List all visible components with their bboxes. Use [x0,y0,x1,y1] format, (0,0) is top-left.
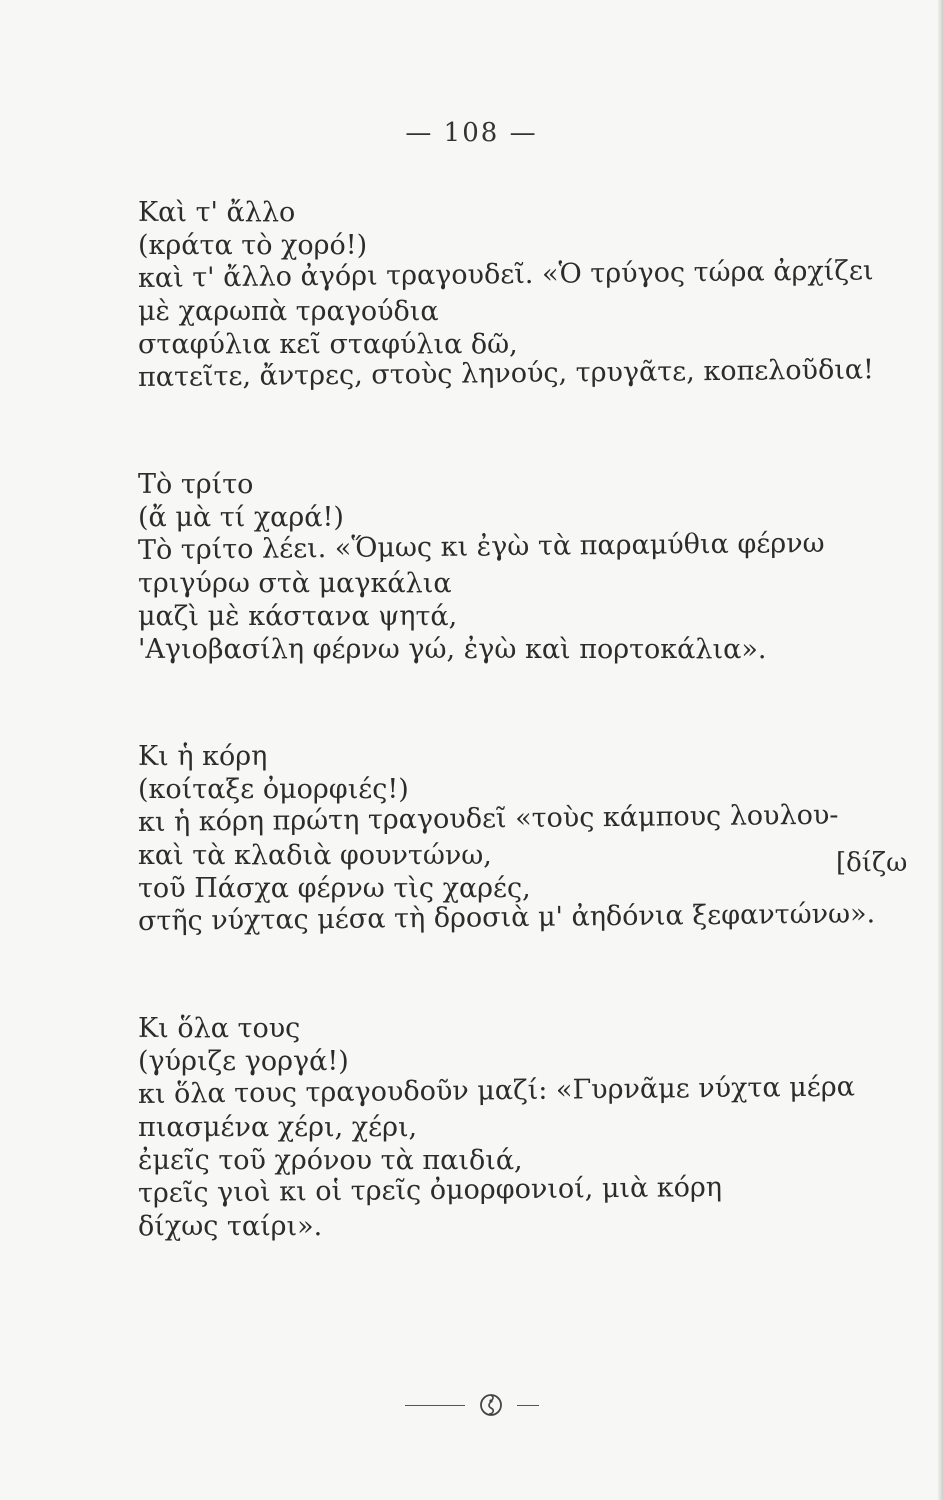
stanza-line: κι ἡ κόρη πρώτη τραγουδεῖ «τοὺς κάμπους λουλου- [137,799,839,838]
stanza-line: στῆς νύχτας μέσα τὴ δροσιὰ μ' ἀηδόνια ξεφαντώνω». [137,898,876,937]
stanza-line: (κράτα τὸ χορό!) [138,230,368,261]
stanza-line: κι ὅλα τους τραγουδοῦν μαζί: «Γυρνᾶμε νύχτα μέρα [137,1071,855,1110]
stanza-line: 'Αγιοβασίλη φέρνω γώ, ἐγὼ καὶ πορτοκάλια». [138,634,767,665]
end-ornament [0,1392,943,1418]
stanza-1 [138,196,918,394]
swirl-ornament-icon [478,1392,504,1418]
stanza-2 [138,468,918,666]
stanza-line: σταφύλια κεῖ σταφύλια δῶ, [138,329,518,360]
ornament-rule-left [405,1405,465,1406]
stanza-line: πατεῖτε, ἄντρες, στοὺς ληνούς, τρυγᾶτε, κοπελοῦδια! [137,354,875,393]
stanza-line: ἐμεῖς τοῦ χρόνου τὰ παιδιά, [138,1145,523,1176]
stanza-line: δίχως ταίρι». [138,1211,323,1242]
stanza-line: τριγύρω στὰ μαγκάλια [138,568,452,599]
stanza-line: Τὸ τρίτο [138,469,254,500]
stanza-line: (κοίταξε ὀμορφιές!) [138,774,409,805]
stanza-line: Κι ὅλα τους [138,1013,301,1044]
stanza-line: καὶ τ' ἄλλο ἀγόρι τραγουδεῖ. «Ὁ τρύγος τώρα ἀρχίζει [137,255,874,294]
ornament-rule-right [517,1405,539,1406]
stanza-line: Καὶ τ' ἄλλο [138,197,296,228]
stanza-line: Κι ἡ κόρη [138,741,268,772]
bracket-continuation: [δίζω [836,848,908,878]
stanza-line: τοῦ Πάσχα φέρνω τὶς χαρές, [138,873,531,904]
stanza-line: πιασμένα χέρι, χέρι, [138,1112,418,1143]
stanza-4 [138,1012,918,1243]
stanza-3 [138,740,918,938]
stanza-line: (γύριζε γοργά!) [138,1046,349,1077]
page-edge-shadow [937,0,943,1500]
stanza-line: καὶ τὰ κλαδιὰ φουντώνω, [138,840,492,871]
stanza-line: Τὸ τρίτο λέει. «Ὅμως κι ἐγὼ τὰ παραμύθια φέρνω [137,527,825,566]
page-number: — 108 — [405,118,538,148]
stanza-line: (ἄ μὰ τί χαρά!) [138,502,344,533]
stanza-line: μαζὶ μὲ κάστανα ψητά, [138,601,458,632]
stanza-line: μὲ χαρωπὰ τραγούδια [138,296,439,327]
stanza-line: τρεῖς γιοὶ κι οἱ τρεῖς ὀμορφονιοί, μιὰ κόρη [137,1171,723,1209]
